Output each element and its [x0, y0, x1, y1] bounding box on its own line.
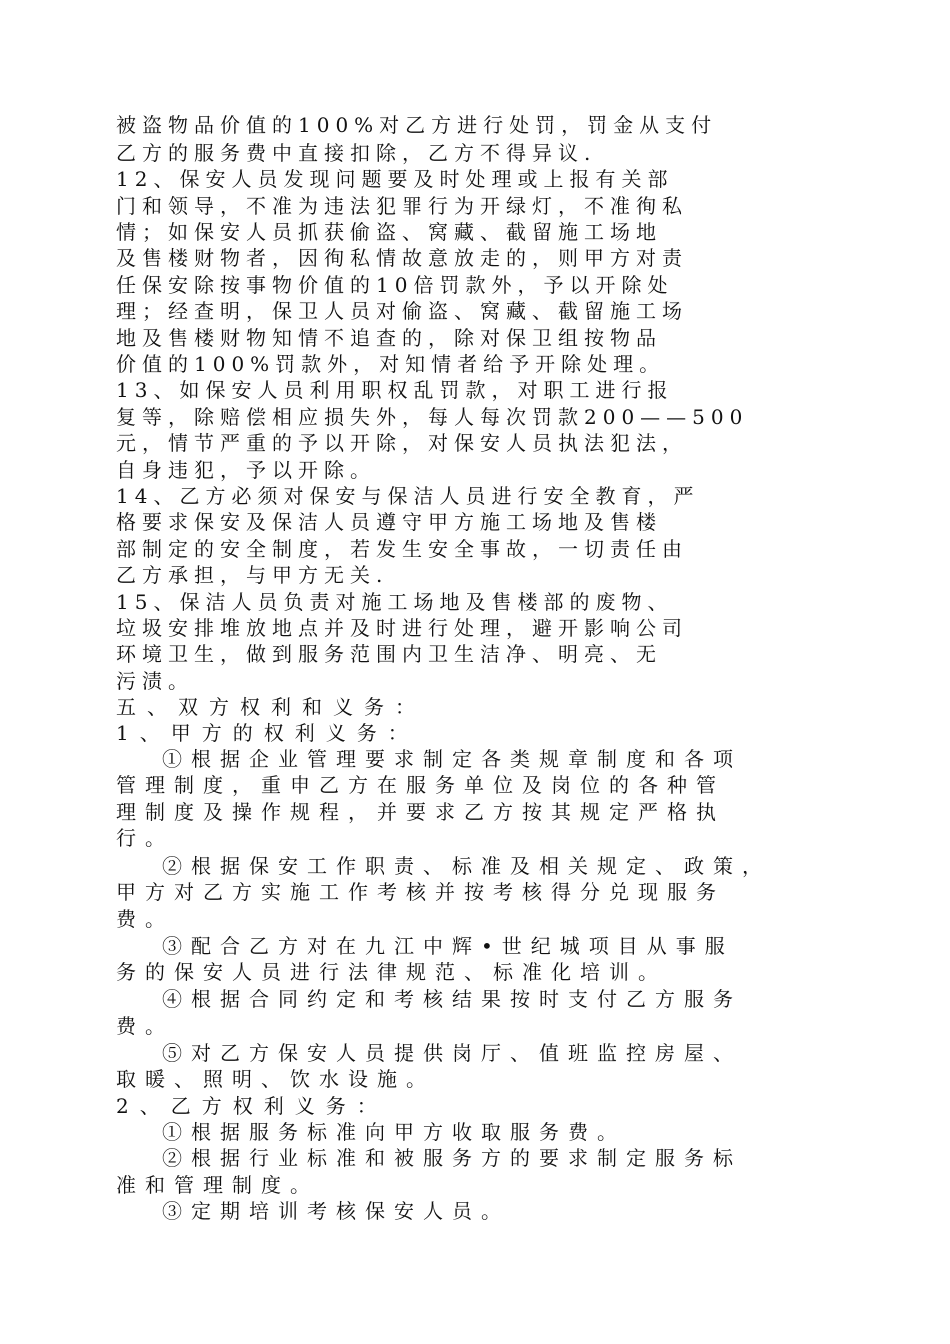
text-line: 14、乙方必须对保安与保洁人员进行安全教育，严 [116, 484, 700, 508]
text-line: ②根据保安工作职责、标准及相关规定、政策， [162, 854, 771, 878]
text-line: 垃圾安排堆放地点并及时进行处理，避开影响公司 [116, 616, 688, 640]
text-line: 务的保安人员进行法律规范、标准化培训。 [116, 960, 667, 984]
text-line: 甲方对乙方实施工作考核并按考核得分兑现服务 [116, 880, 725, 904]
text-line: 任保安除按事物价值的10倍罚款外，予以开除处 [116, 273, 674, 297]
text-line: 及售楼财物者，因徇私情故意放走的，则甲方对责 [116, 246, 688, 270]
text-line: 15、保洁人员负责对施工场地及售楼部的废物、 [116, 590, 674, 614]
text-line: 复等，除赔偿相应损失外，每人每次罚款200——500 [116, 405, 749, 429]
text-line: 元，情节严重的予以开除，对保安人员执法犯法， [116, 431, 688, 455]
text-line: 被盗物品价值的100%对乙方进行处罚，罚金从支付 [116, 113, 718, 137]
text-line: 理；经查明，保卫人员对偷盗、窝藏、截留施工场 [116, 299, 688, 323]
subsection-heading: 2、乙方权利义务： [116, 1094, 388, 1118]
text-line: 自身违犯，予以开除。 [116, 458, 376, 482]
text-line: 理制度及操作规程，并要求乙方按其规定严格执 [116, 800, 725, 824]
text-line: ①根据企业管理要求制定各类规章制度和各项 [162, 747, 742, 771]
text-line: 费。 [116, 907, 174, 931]
text-line: 污渍。 [116, 669, 194, 693]
text-line: 费。 [116, 1014, 174, 1038]
text-line: 地及售楼财物知情不追查的，除对保卫组按物品 [116, 326, 662, 350]
text-line: ⑤对乙方保安人员提供岗厅、值班监控房屋、 [162, 1041, 742, 1065]
text-line: 12、保安人员发现问题要及时处理或上报有关部 [116, 167, 674, 191]
text-line: 门和领导，不准为违法犯罪行为开绿灯，不准徇私 [116, 194, 688, 218]
text-line: 格要求保安及保洁人员遵守甲方施工场地及售楼 [116, 510, 662, 534]
text-line: 部制定的安全制度，若发生安全事故，一切责任由 [116, 537, 688, 561]
text-line: 准和管理制度。 [116, 1173, 319, 1197]
text-line: 价值的100%罚款外，对知情者给予开除处理。 [116, 352, 666, 376]
text-line: ③配合乙方对在九江中辉•世纪城项目从事服 [162, 934, 734, 958]
text-line: 管理制度，重申乙方在服务单位及岗位的各种管 [116, 773, 725, 797]
text-line: ②根据行业标准和被服务方的要求制定服务标 [162, 1146, 742, 1170]
text-line: 取暖、照明、饮水设施。 [116, 1067, 435, 1091]
text-line: ④根据合同约定和考核结果按时支付乙方服务 [162, 987, 742, 1011]
text-line: 13、如保安人员利用职权乱罚款，对职工进行报 [116, 378, 674, 402]
text-line: 环境卫生，做到服务范围内卫生洁净、明亮、无 [116, 642, 662, 666]
text-line: 行。 [116, 826, 174, 850]
text-line: 乙方的服务费中直接扣除，乙方不得异议. [116, 141, 597, 165]
text-line: ①根据服务标准向甲方收取服务费。 [162, 1120, 626, 1144]
text-line: 情；如保安人员抓获偷盗、窝藏、截留施工场地 [116, 220, 662, 244]
subsection-heading: 1、甲方的权利义务： [116, 721, 419, 745]
text-line: ③定期培训考核保安人员。 [162, 1199, 510, 1223]
section-heading: 五、双方权利和义务： [116, 695, 426, 719]
text-line: 乙方承担，与甲方无关. [116, 563, 389, 587]
